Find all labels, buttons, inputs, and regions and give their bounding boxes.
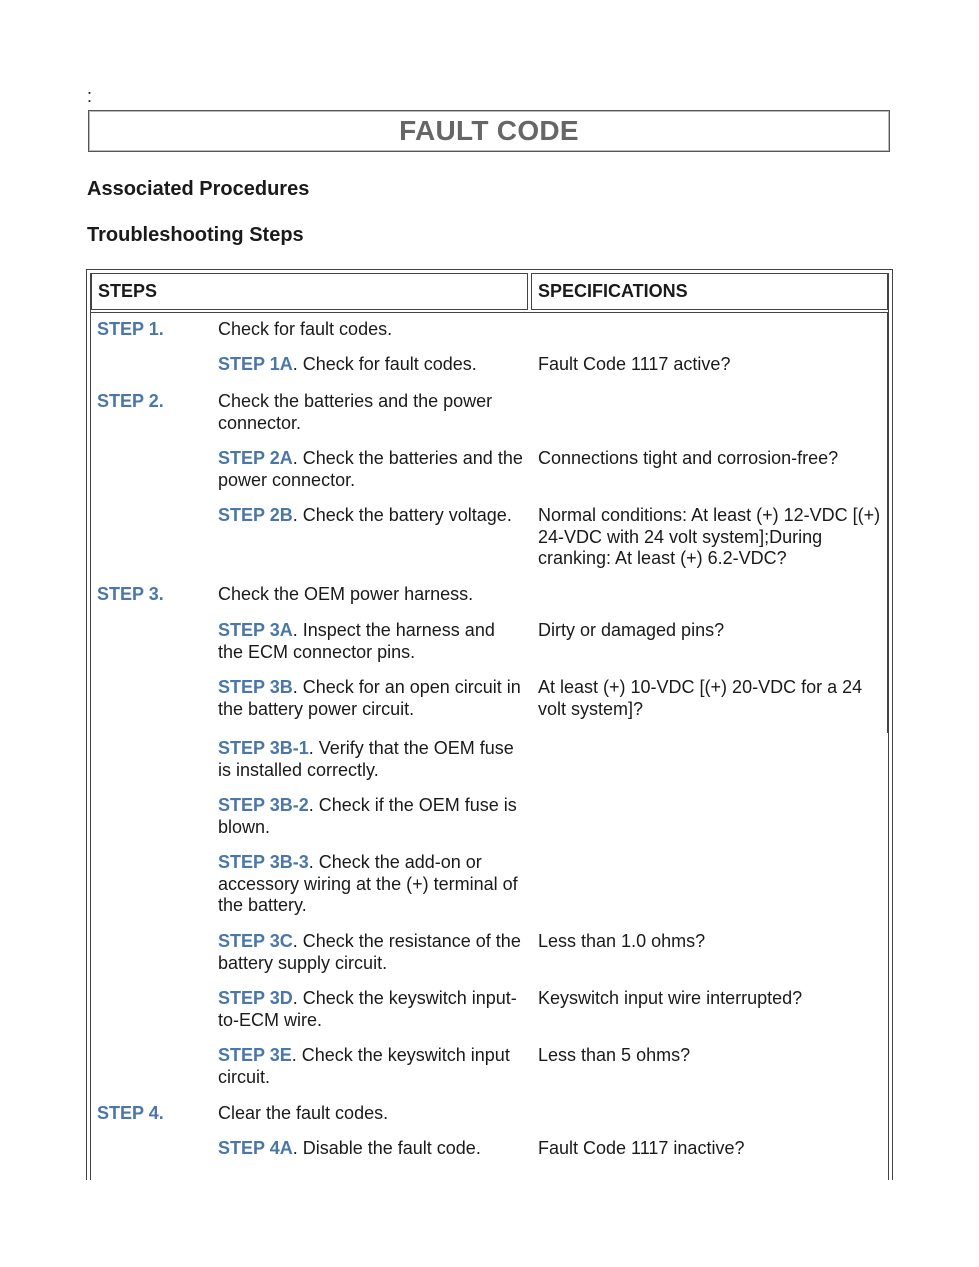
step-2-label: STEP 2. — [97, 391, 164, 411]
step-2a-spec: Connections tight and corrosion-free? — [538, 448, 839, 468]
step-3a-text: . Inspect the harness and the ECM connector pins. — [218, 620, 495, 662]
step-3d-text: . Check the keyswitch input-to-ECM wire. — [218, 988, 517, 1030]
step-3b-3-label: STEP 3B-3 — [218, 852, 309, 872]
step-3d-row — [218, 988, 523, 1031]
associated-procedures-heading: Associated Procedures — [87, 178, 310, 200]
step-4-text: Clear the fault codes. — [218, 1103, 389, 1123]
step-3c-text: . Check the resistance of the battery supply circuit. — [218, 931, 521, 973]
step-3d-spec: Keyswitch input wire interrupted? — [538, 988, 803, 1008]
step-2a-label: STEP 2A — [218, 448, 293, 468]
step-3b-spec: At least (+) 10-VDC [(+) 20-VDC for a 24 volt system]? — [538, 677, 863, 719]
step-2a-text: . Check the batteries and the power connector. — [218, 448, 523, 490]
step-3b-1-label: STEP 3B-1 — [218, 738, 309, 758]
step-3e-label: STEP 3E — [218, 1045, 292, 1065]
step-1-label: STEP 1. — [97, 319, 164, 339]
step-1a-spec: Fault Code 1117 active? — [538, 354, 731, 374]
step-3b-2-text: . Check if the OEM fuse is blown. — [218, 795, 517, 837]
step-3-label: STEP 3. — [97, 584, 164, 604]
step-3b-3-text: . Check the add-on or accessory wiring at the (+) terminal of the battery. — [218, 852, 518, 915]
step-3c-spec: Less than 1.0 ohms? — [538, 931, 706, 951]
step-4a-spec: Fault Code 1117 inactive? — [538, 1138, 745, 1158]
step-3b-1-row — [218, 738, 523, 781]
step-1a-row — [218, 354, 523, 376]
header-steps-cell — [91, 273, 528, 310]
header-steps: STEPS — [98, 281, 158, 301]
title-box — [88, 110, 890, 152]
step-2b-label: STEP 2B — [218, 505, 293, 525]
step-2a-row — [218, 448, 523, 491]
step-3c-row — [218, 931, 523, 974]
step-3a-label: STEP 3A — [218, 620, 293, 640]
step-1-text: Check for fault codes. — [218, 319, 393, 339]
step-3b-label: STEP 3B — [218, 677, 293, 697]
step-3b-text: . Check for an open circuit in the battery power circuit. — [218, 677, 521, 719]
page-title: FAULT CODE — [399, 115, 579, 146]
step-3b-2-label: STEP 3B-2 — [218, 795, 309, 815]
step-3b-3-row — [218, 852, 523, 917]
step-3e-text: . Check the keyswitch input circuit. — [218, 1045, 510, 1087]
step-4a-row — [218, 1138, 523, 1160]
step-3-text: Check the OEM power harness. — [218, 584, 474, 604]
step-3c-label: STEP 3C — [218, 931, 293, 951]
step-3b-row — [218, 677, 528, 720]
header-specifications: SPECIFICATIONS — [538, 281, 688, 301]
step-3a-spec: Dirty or damaged pins? — [538, 620, 725, 640]
step-2b-row — [218, 505, 523, 527]
step-2-text: Check the batteries and the power connector. — [218, 391, 493, 433]
step-2b-text: . Check the battery voltage. — [292, 505, 512, 525]
top-colon: : — [87, 86, 93, 106]
step-3d-label: STEP 3D — [218, 988, 293, 1008]
step-3e-spec: Less than 5 ohms? — [538, 1045, 691, 1065]
step-4a-text: . Disable the fault code. — [292, 1138, 481, 1158]
step-3b-2-row — [218, 795, 523, 838]
step-4-label: STEP 4. — [97, 1103, 164, 1123]
step-3e-row — [218, 1045, 523, 1088]
step-1a-label: STEP 1A — [218, 354, 293, 374]
step-1a-text: . Check for fault codes. — [292, 354, 477, 374]
step-2b-spec: Normal conditions: At least (+) 12-VDC [(+) 24-VDC with 24 volt system];During cranking: At least (+) 6.2-VDC? — [538, 505, 881, 568]
step-4a-label: STEP 4A — [218, 1138, 293, 1158]
troubleshooting-steps-heading: Troubleshooting Steps — [87, 224, 304, 246]
header-specs-cell — [531, 273, 888, 310]
step-3b-1-text: . Verify that the OEM fuse is installed correctly. — [218, 738, 514, 780]
step-3a-row — [218, 620, 523, 663]
